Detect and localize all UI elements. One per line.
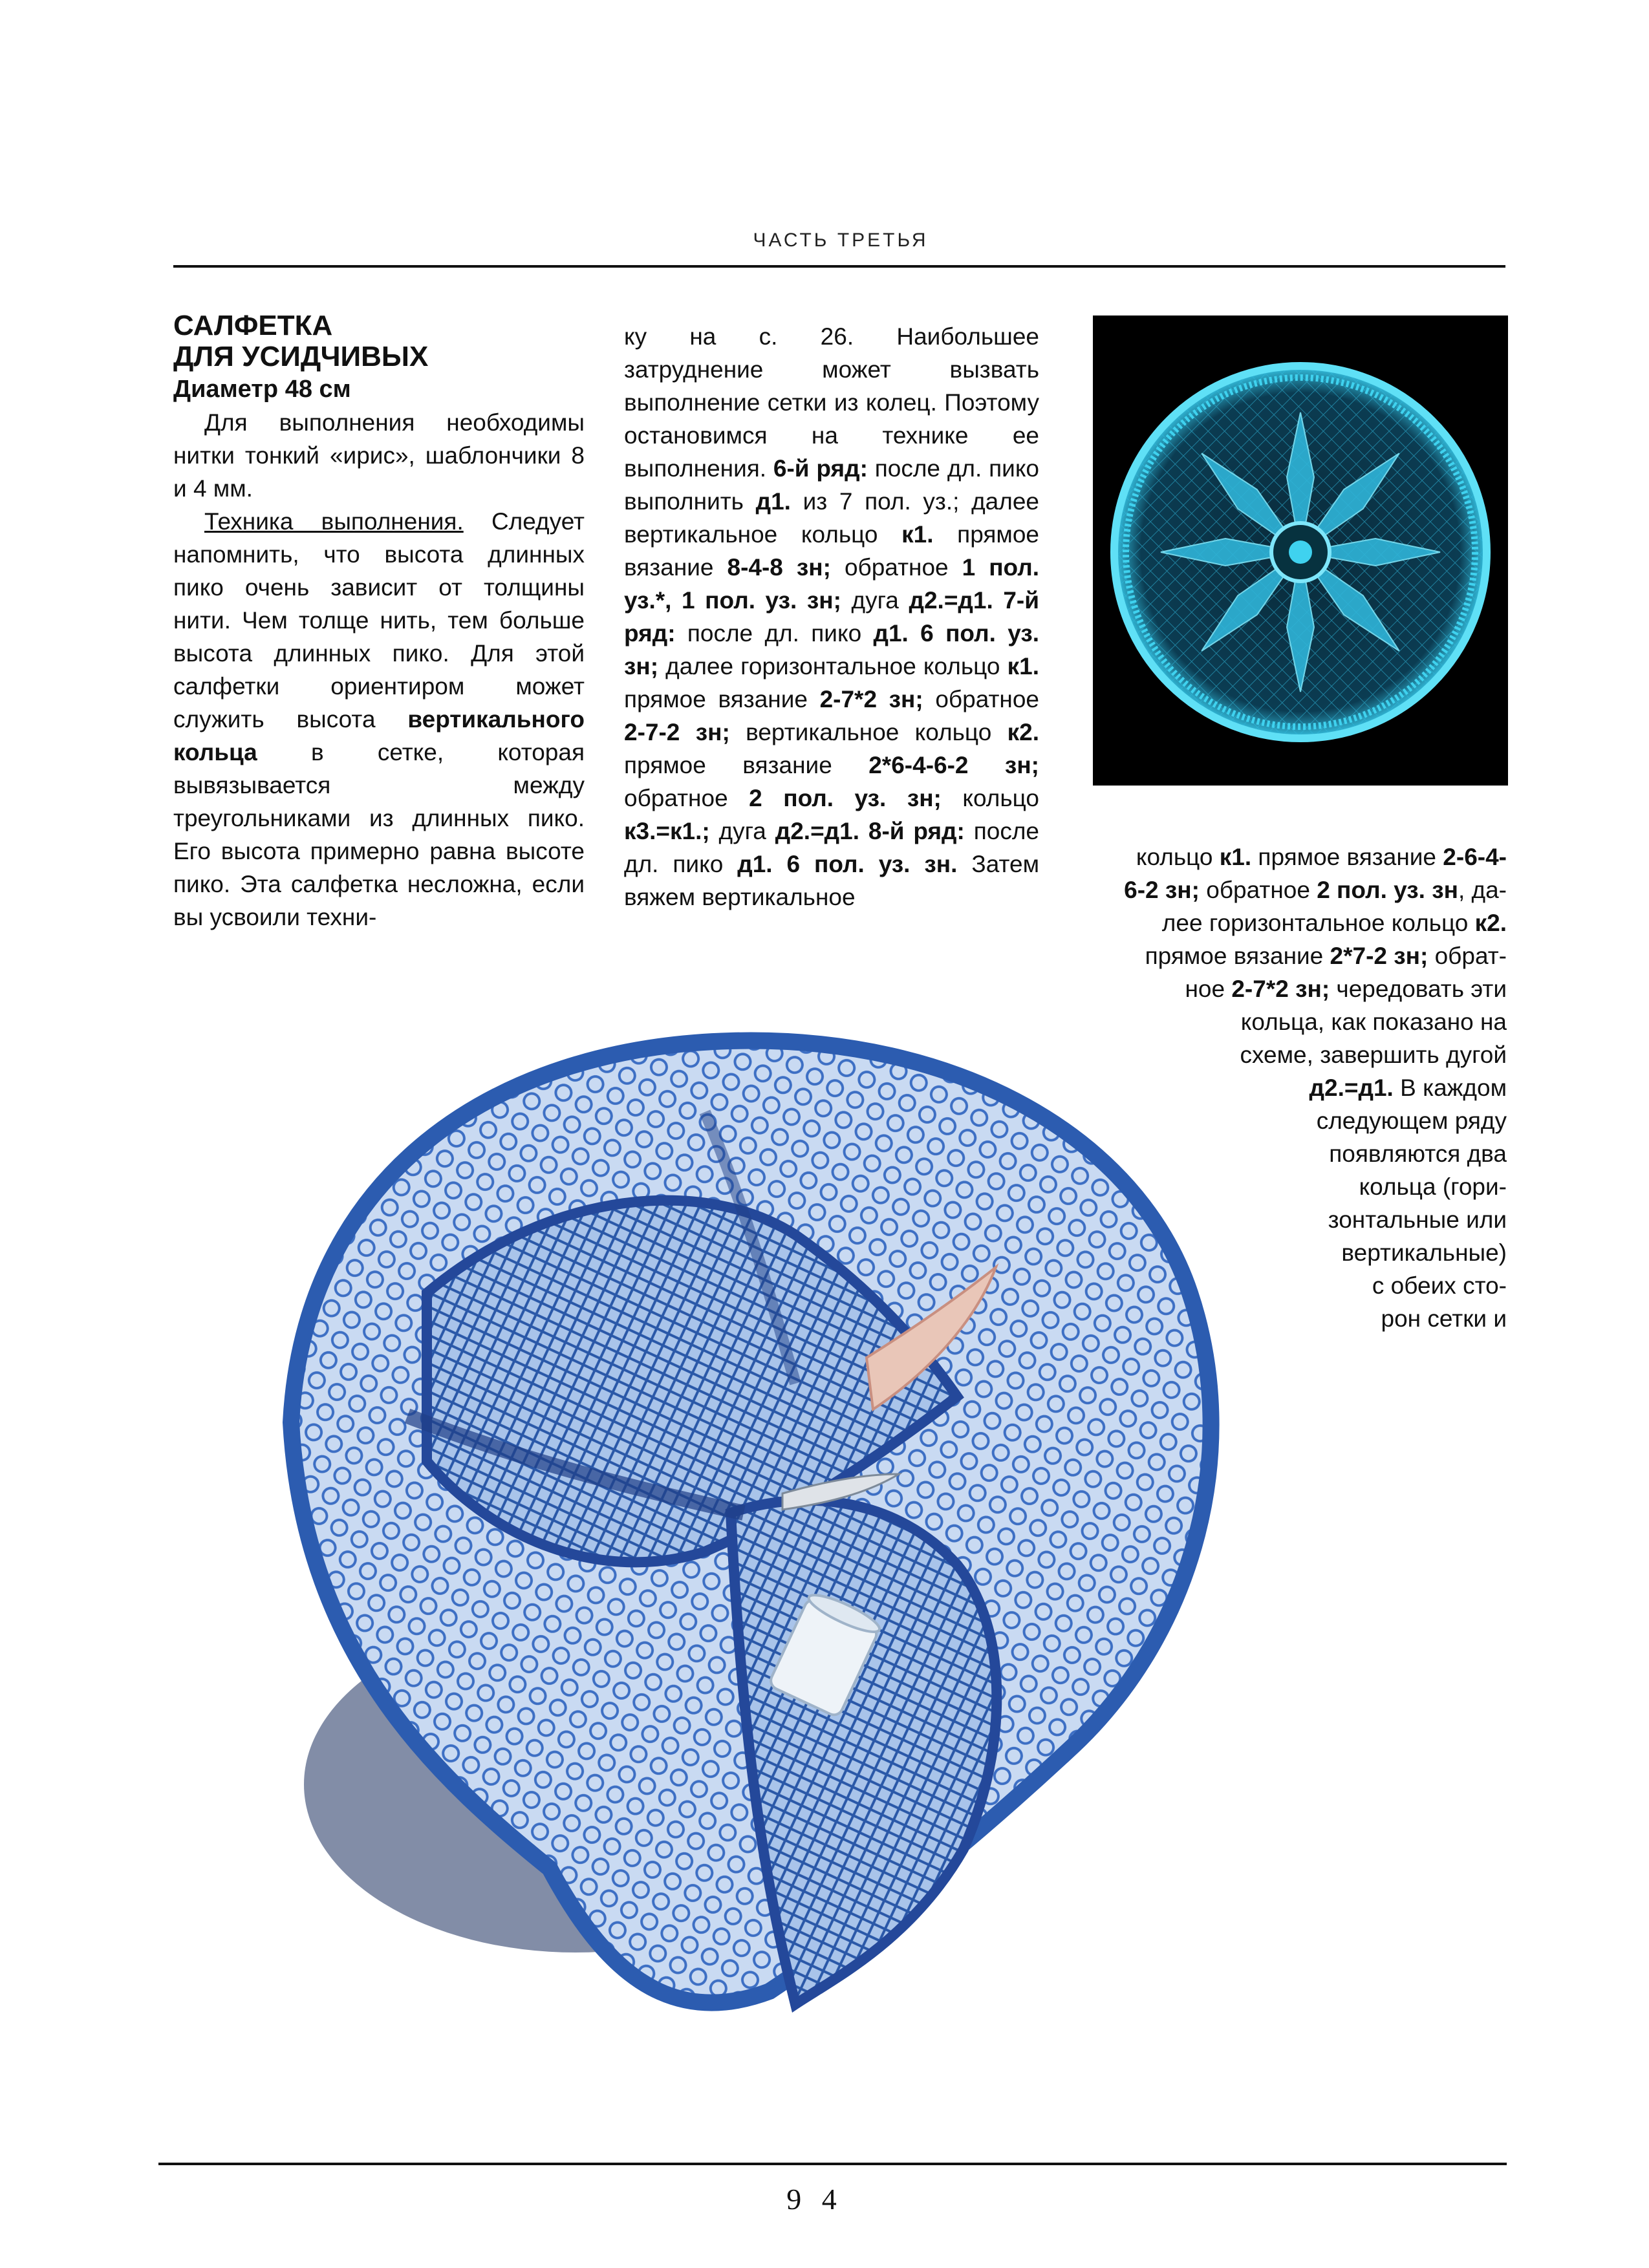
text-line: рон сетки и (1381, 1305, 1507, 1332)
doily-glow-image (1093, 316, 1508, 786)
text-run: кольцо (941, 785, 1039, 811)
materials-paragraph: Для выполнения необходимы нитки тонкий «ирис», шаблончики 8 и 4 мм. (173, 409, 585, 502)
doily-photo-dark (1093, 316, 1508, 786)
text-run: ное (1185, 976, 1232, 1002)
column-1 (173, 310, 585, 934)
bold-term: 2-7*2 зн; (1231, 976, 1330, 1002)
bold-term: д1. 6 пол. уз. зн; (624, 620, 1039, 679)
bold-term: 2-7*2 зн; (819, 686, 923, 712)
text-run: прямое вязание (1145, 943, 1330, 969)
bold-term: 2 пол. уз. зн (1317, 877, 1458, 903)
page-number: 9 4 (786, 2183, 843, 2216)
bold-term: 2-7-2 зн; (624, 719, 730, 745)
text-run: ку на с. 26. Наибольшее затруднение может вызвать выполнение сетки из колец. Поэтому остановимся на технике ее выполнения. (624, 323, 1039, 482)
bold-term: к1. (901, 521, 934, 548)
text-run: Следует напомнить, что высота длинных пико очень зависит от толщины нити. Чем толще нить, тем больше высота длинных пико. Для этой салфетки ориентиром может служить высота (173, 508, 585, 733)
bold-term: 2*7-2 зн; (1330, 943, 1428, 969)
row-label: д2.=д1. 8-й ряд: (775, 818, 965, 844)
text-run: прямое вязание (624, 752, 869, 778)
bold-term: к3.=к1.; (624, 818, 710, 844)
bold-term: д1. (755, 488, 791, 515)
text-run: лее горизонтальное кольцо (1161, 910, 1475, 936)
bold-term: 2-6-4- (1443, 844, 1507, 870)
bold-term: 2 пол. уз. зн; (749, 785, 942, 811)
text-run: после дл. пико (624, 818, 1039, 877)
row-label: д2.=д1. 7-й ряд: (624, 587, 1039, 647)
text-run: , да- (1458, 877, 1507, 903)
technique-heading: Техника выполнения. (204, 508, 464, 535)
bold-term: 2*6-4-6-2 зн; (868, 752, 1039, 778)
text-run: вертикальное кольцо (729, 719, 1008, 745)
lace-doily-photo (213, 931, 1410, 2075)
text-line: зонтальные или (1328, 1206, 1507, 1233)
bold-term: к2. (1007, 719, 1039, 745)
text-line: кольца (гори- (1359, 1173, 1507, 1200)
text-run: В каждом (1393, 1075, 1507, 1101)
bold-term: к1. (1007, 653, 1039, 679)
text-line: схеме, завершить дугой (1240, 1042, 1507, 1068)
text-run: прямое вязание (624, 521, 1039, 581)
lace-doily-image (213, 931, 1410, 2075)
text-run: в сетке, которая вывязывается между треугольниками из длинных пико. Его высота примерно равна высоте пико. Эта салфетка несложна, если вы усвоили техни- (173, 739, 585, 930)
text-run: чередовать эти (1330, 976, 1507, 1002)
bold-term: к1. (1219, 844, 1252, 870)
text-run: обратное (624, 785, 749, 811)
text-run: обрат- (1428, 943, 1507, 969)
text-line: кольца, как показано на (1240, 1009, 1507, 1035)
bold-term: д1. 6 пол. уз. зн. (737, 851, 958, 877)
instructions-paragraph (624, 320, 1039, 914)
column-2 (624, 320, 1039, 914)
technique-paragraph (173, 505, 585, 934)
article-title-line-2: ДЛЯ УСИДЧИВЫХ (173, 341, 429, 372)
running-head: ЧАСТЬ ТРЕТЬЯ (753, 230, 929, 251)
text-line: следующем ряду (1316, 1107, 1507, 1134)
text-run: обратное (923, 686, 1039, 712)
bold-term: 6-2 зн; (1124, 877, 1200, 903)
text-line: вертикальные) (1341, 1239, 1507, 1266)
text-run: прямое вязание (1251, 844, 1443, 870)
text-line: появляются два (1329, 1140, 1507, 1167)
text-run: обратное (1199, 877, 1317, 903)
bold-term: д2.=д1. (1309, 1075, 1394, 1101)
text-line (1077, 873, 1507, 906)
text-run: после дл. пико (675, 620, 874, 647)
bold-term: 1 пол. уз.*, 1 пол. уз. зн; (624, 554, 1040, 614)
text-run: далее горизонтальное кольцо (658, 653, 1008, 679)
text-run: обратное (844, 554, 962, 581)
text-run: Затем вяжем вертикальное (624, 851, 1040, 910)
bold-term: 8-4-8 зн; (727, 554, 845, 581)
text-run: из 7 пол. уз.; далее вертикальное кольцо (624, 488, 1039, 548)
text-run: прямое вязание (624, 686, 820, 712)
text-run: дуга (709, 818, 775, 844)
text-line: с обеих сто- (1372, 1272, 1507, 1299)
article-subtitle: Диаметр 48 см (173, 376, 351, 403)
text-line (1077, 840, 1507, 873)
footer-rule (158, 2163, 1507, 2165)
text-run: кольцо (1136, 844, 1220, 870)
bold-term: к2. (1474, 910, 1507, 936)
article-title-line-1: САЛФЕТКА (173, 310, 333, 341)
text-run: после дл. пико выполнить (624, 455, 1039, 515)
text-run: дуга (851, 587, 909, 614)
row-label: 6-й ряд: (773, 455, 868, 482)
header-rule (173, 265, 1505, 268)
bold-term: вертикального кольца (173, 706, 585, 765)
